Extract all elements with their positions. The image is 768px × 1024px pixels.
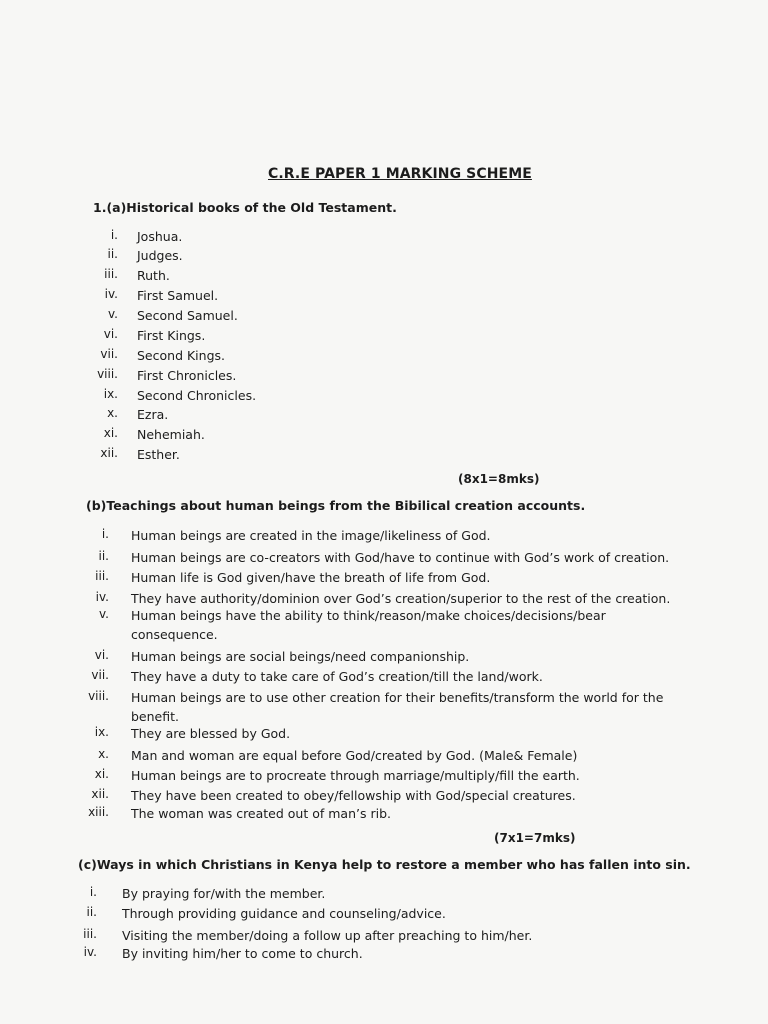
list-item-text: Joshua. — [137, 229, 183, 244]
list-item-number: x. — [98, 747, 109, 761]
list-item-text: By inviting him/her to come to church. — [122, 946, 363, 961]
list-item-number: ii. — [86, 905, 97, 919]
list-item-number: viii. — [88, 689, 109, 703]
list-item-number: iii. — [104, 267, 118, 281]
list-item-number: vii. — [100, 347, 118, 361]
list-item-number: x. — [107, 406, 118, 420]
list-item-text: Through providing guidance and counseling/advice. — [122, 906, 446, 921]
list-item-number: v. — [99, 607, 109, 621]
list-item-number: iv. — [83, 945, 97, 959]
list-item-text: First Samuel. — [137, 288, 219, 303]
list-item-text: Human beings are created in the image/likeliness of God. — [131, 528, 491, 543]
list-item-text: Judges. — [137, 248, 183, 263]
page-title: C.R.E PAPER 1 MARKING SCHEME — [268, 166, 532, 182]
list-item-number: iv. — [95, 590, 109, 604]
list-item-number: vi. — [103, 327, 118, 341]
list-item-text: Human life is God given/have the breath of life from God. — [131, 570, 491, 585]
list-item-text: Visiting the member/doing a follow up after preaching to him/her. — [122, 928, 533, 943]
list-item-text: Human beings are social beings/need companionship. — [131, 649, 470, 664]
list-item-text: They have been created to obey/fellowship with God/special creatures. — [131, 788, 576, 803]
section-a-marks: (8x1=8mks) — [458, 472, 540, 486]
list-item-number: vi. — [94, 648, 109, 662]
list-item-number: iii. — [83, 927, 97, 941]
list-item-text: Ruth. — [137, 268, 170, 283]
list-item-number: ii. — [98, 549, 109, 563]
list-item-number: iii. — [95, 569, 109, 583]
list-item-number: xi. — [103, 426, 118, 440]
list-item-number: xiii. — [88, 805, 109, 819]
section-a-heading: 1.(a)Historical books of the Old Testament. — [93, 200, 397, 215]
list-item-text: First Kings. — [137, 328, 206, 343]
list-item-number: ii. — [107, 247, 118, 261]
list-item-text: Human beings are co-creators with God/have to continue with God’s work of creation. — [131, 550, 670, 565]
section-c-heading: (c)Ways in which Christians in Kenya help to restore a member who has fallen into sin. — [78, 857, 691, 872]
list-item-number: i. — [89, 885, 97, 899]
list-item-text: First Chronicles. — [137, 368, 237, 383]
list-item-text: Human beings have the ability to think/reason/make choices/decisions/bear consequence. — [131, 608, 606, 642]
list-item-number: ix. — [94, 725, 109, 739]
list-item-number: iv. — [104, 287, 118, 301]
section-b-heading: (b)Teachings about human beings from the Bibilical creation accounts. — [86, 498, 586, 513]
list-item-number: i. — [101, 527, 109, 541]
list-item-number: xi. — [94, 767, 109, 781]
list-item-number: ix. — [103, 387, 118, 401]
list-item-text: They have a duty to take care of God’s creation/till the land/work. — [131, 669, 543, 684]
list-item-text: Human beings are to procreate through marriage/multiply/fill the earth. — [131, 768, 580, 783]
list-item-text: Nehemiah. — [137, 427, 205, 442]
section-b-marks: (7x1=7mks) — [494, 831, 576, 845]
list-item-number: v. — [108, 307, 118, 321]
list-item-text: Second Chronicles. — [137, 388, 257, 403]
list-item-text: By praying for/with the member. — [122, 886, 326, 901]
list-item-text: Esther. — [137, 447, 180, 462]
list-item-text: The woman was created out of man’s rib. — [131, 806, 391, 821]
list-item-number: xii. — [100, 446, 118, 460]
list-item-text: They have authority/dominion over God’s creation/superior to the rest of the creation. — [131, 591, 671, 606]
list-item-number: vii. — [91, 668, 109, 682]
list-item-text: Ezra. — [137, 407, 169, 422]
list-item-text: Second Samuel. — [137, 308, 238, 323]
list-item-text: They are blessed by God. — [131, 726, 291, 741]
list-item-text: Human beings are to use other creation for their benefits/transform the world for the benefit. — [131, 690, 664, 724]
list-item-number: i. — [110, 228, 118, 242]
list-item-number: xii. — [91, 787, 109, 801]
list-item-text: Man and woman are equal before God/created by God. (Male& Female) — [131, 748, 578, 763]
list-item-number: viii. — [97, 367, 118, 381]
list-item-text: Second Kings. — [137, 348, 225, 363]
